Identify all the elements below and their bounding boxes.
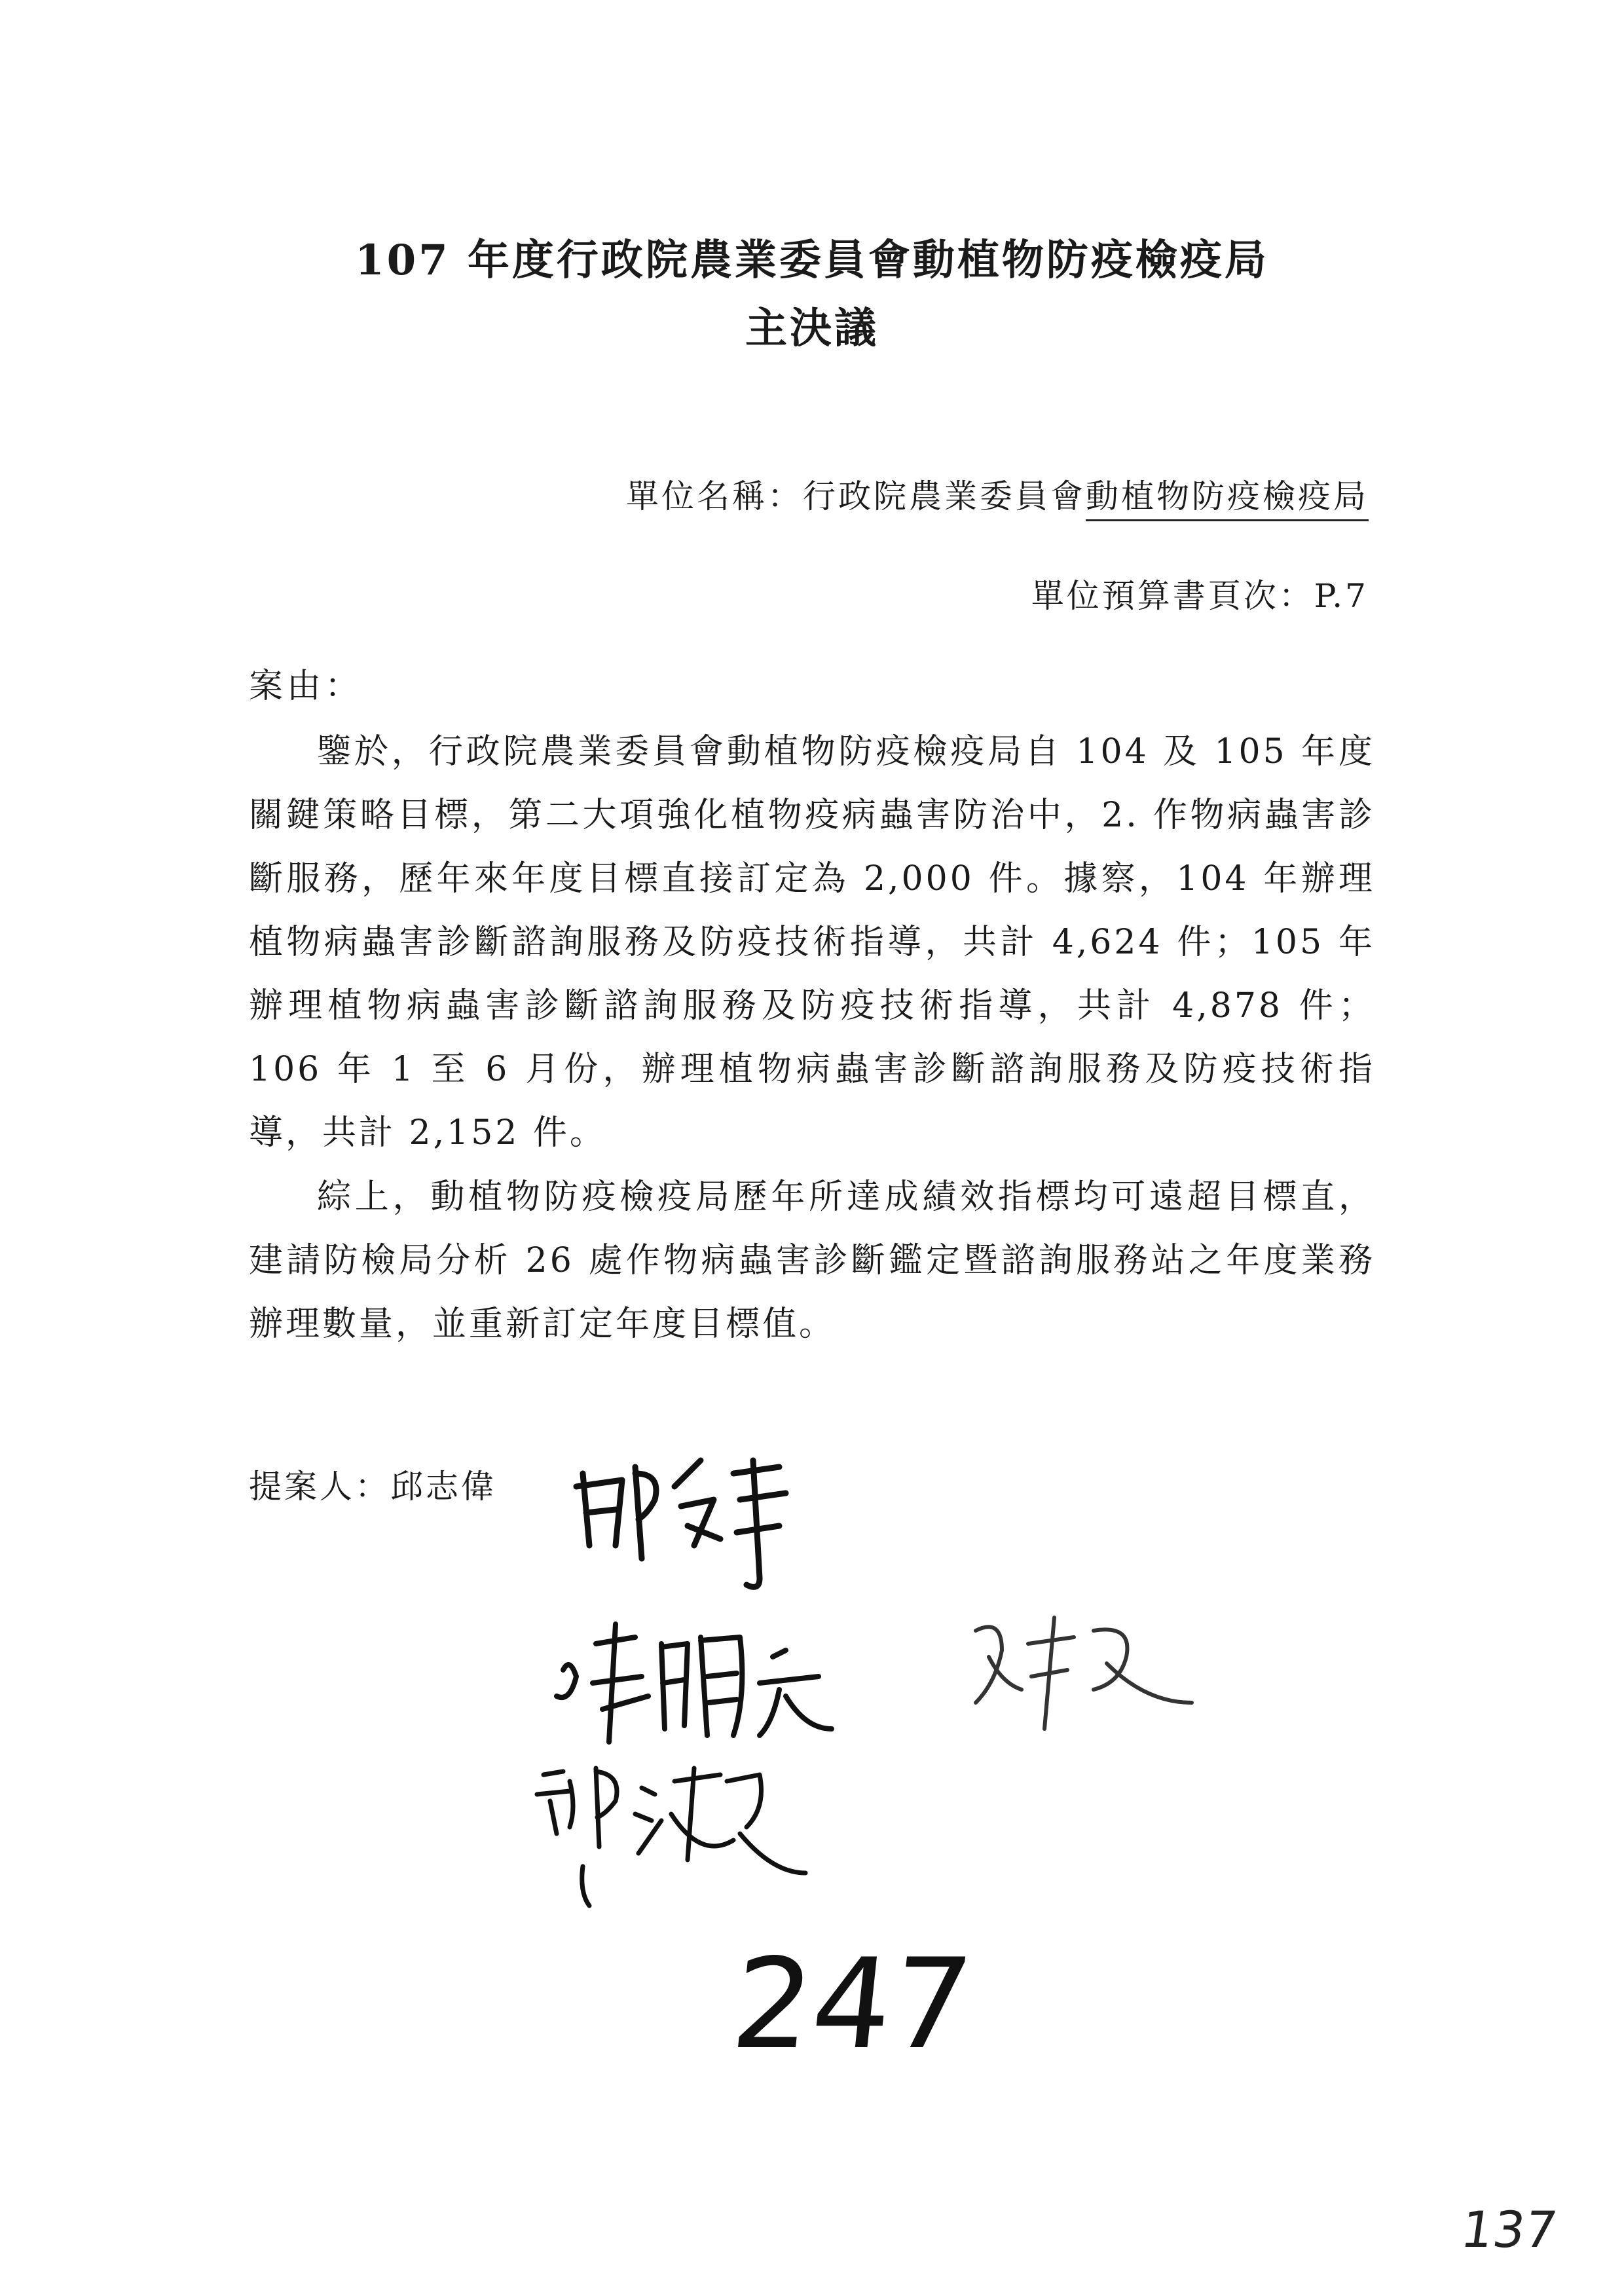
unit-name-underlined: 動植物防疫檢疫局	[1086, 477, 1369, 521]
signature-4	[524, 1742, 812, 1912]
unit-name-label: 單位名稱：	[626, 477, 803, 515]
case-paragraph-2: 綜上，動植物防疫檢疫局歷年所達成績效指標均可遠超目標直，建請防檢局分析 26 處作物病蟲害診斷鑑定暨諮詢服務站之年度業務辦理數量，並重新訂定年度目標值。	[249, 1177, 1375, 1344]
document-subtitle: 主決議	[745, 304, 879, 353]
budget-page-reference: 單位預算書頁次：P.7	[1031, 577, 1369, 615]
unit-name-prefix: 行政院農業委員會	[803, 477, 1086, 515]
case-label: 案由：	[249, 667, 363, 706]
unit-name-line	[626, 470, 1369, 517]
handwritten-page-number: 247	[726, 1932, 979, 2077]
proposer-line: 提案人：邱志偉	[249, 1468, 496, 1506]
corner-page-number: 137	[1457, 2200, 1561, 2259]
signature-1	[563, 1447, 799, 1598]
signature-3	[963, 1604, 1211, 1735]
case-paragraph-1: 鑒於，行政院農業委員會動植物防疫檢疫局自 104 及 105 年度關鍵策略目標，第二大項強化植物疫病蟲害防治中，2. 作物病蟲害診斷服務，歷年來年度目標直接訂定為 2,000 件。據察，104 年辦理植物病蟲害診斷諮詢服務及防疫技術指導，共計 4,624 件；105 年辦理植物病蟲害診斷諮詢服務及防疫技術指導，共計 4,878 件；106 年 1 至 6 月份，辦理植物病蟲害診斷諮詢服務及防疫技術指導，共計 2,152 件。	[249, 732, 1375, 1153]
signature-2	[550, 1618, 845, 1749]
document-title: 107 年度行政院農業委員會動植物防疫檢疫局	[355, 236, 1269, 285]
